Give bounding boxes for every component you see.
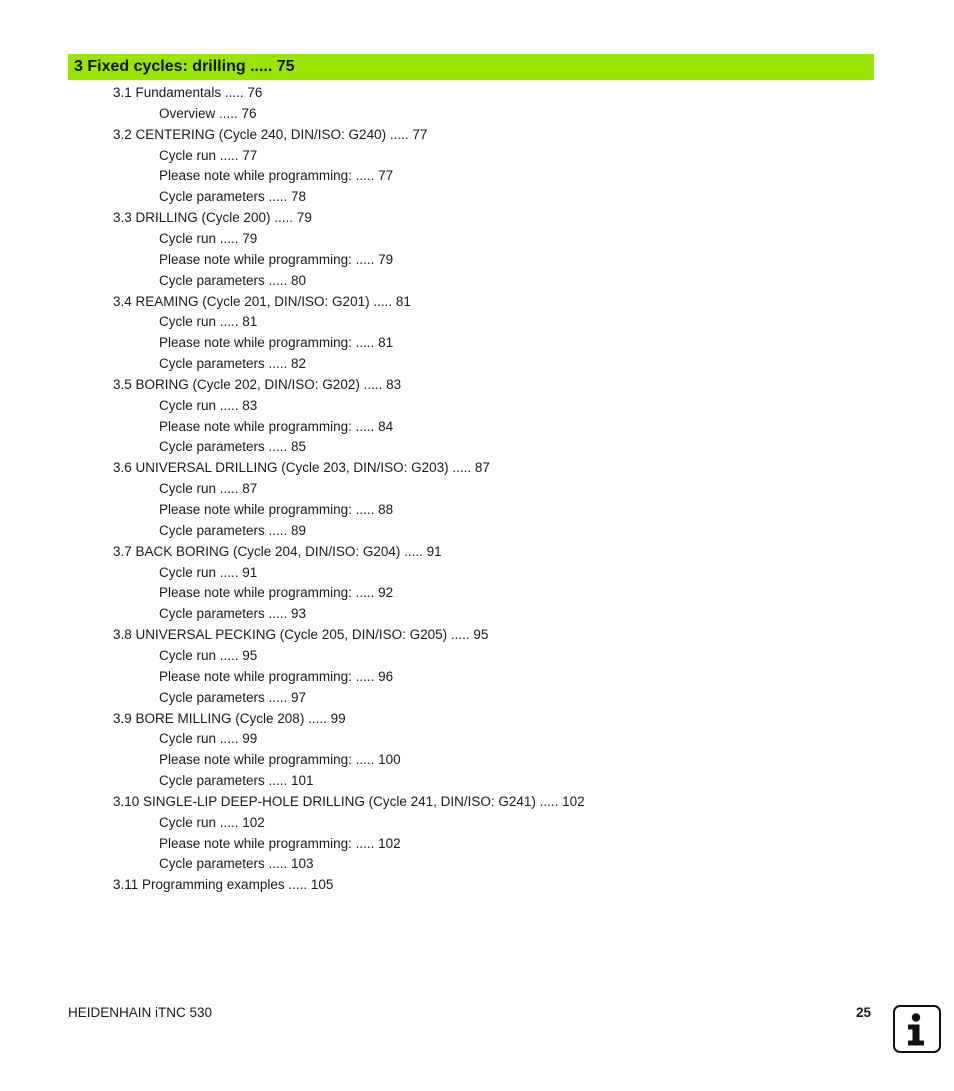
toc-section-entry[interactable]: 3.2 CENTERING (Cycle 240, DIN/ISO: G240) ..... 77 <box>113 126 428 142</box>
toc-section-entry[interactable]: 3.7 BACK BORING (Cycle 204, DIN/ISO: G204) ..... 91 <box>113 543 442 559</box>
toc-subsection-entry[interactable]: Cycle parameters ..... 82 <box>159 356 307 372</box>
toc-section-entry[interactable]: 3.5 BORING (Cycle 202, DIN/ISO: G202) ..... 83 <box>113 376 402 392</box>
toc-subsection-entry[interactable]: Please note while programming: ..... 77 <box>159 168 394 184</box>
toc-subsection-entry[interactable]: Please note while programming: ..... 81 <box>159 335 394 351</box>
toc-section-entry[interactable]: 3.9 BORE MILLING (Cycle 208) ..... 99 <box>113 710 346 726</box>
toc-subsection-entry[interactable]: Overview ..... 76 <box>159 105 257 121</box>
toc-section-entry[interactable]: 3.6 UNIVERSAL DRILLING (Cycle 203, DIN/ISO: G203) ..... 87 <box>113 460 490 476</box>
toc-subsection-entry[interactable]: Cycle parameters ..... 93 <box>159 606 307 622</box>
toc-subsection-entry[interactable]: Please note while programming: ..... 102 <box>159 835 401 851</box>
toc-section-entry[interactable]: 3.11 Programming examples ..... 105 <box>113 877 334 893</box>
page-number: 25 <box>856 1005 872 1020</box>
toc-subsection-entry[interactable]: Please note while programming: ..... 100 <box>159 752 401 768</box>
info-glyph <box>895 1007 938 1050</box>
chapter-header-bar <box>68 54 874 80</box>
toc-subsection-entry[interactable]: Cycle parameters ..... 78 <box>159 189 307 205</box>
toc-subsection-entry[interactable]: Cycle run ..... 83 <box>159 397 258 413</box>
toc-subsection-entry[interactable]: Please note while programming: ..... 84 <box>159 418 394 434</box>
toc-subsection-entry[interactable]: Cycle parameters ..... 89 <box>159 522 307 538</box>
toc-section-entry[interactable]: 3.4 REAMING (Cycle 201, DIN/ISO: G201) ..... 81 <box>113 293 411 309</box>
toc-subsection-entry[interactable]: Cycle run ..... 95 <box>159 647 258 663</box>
info-icon <box>893 1005 941 1053</box>
toc-subsection-entry[interactable]: Cycle parameters ..... 80 <box>159 272 307 288</box>
toc-subsection-entry[interactable]: Cycle parameters ..... 103 <box>159 856 314 872</box>
toc-section-entry[interactable]: 3.10 SINGLE-LIP DEEP-HOLE DRILLING (Cycle 241, DIN/ISO: G241) ..... 102 <box>113 793 585 809</box>
toc-subsection-entry[interactable]: Please note while programming: ..... 88 <box>159 502 394 517</box>
toc-subsection-entry[interactable]: Cycle run ..... 91 <box>159 564 258 580</box>
chapter-title[interactable]: 3 Fixed cycles: drilling ..... 75 <box>74 58 295 75</box>
toc-subsection-entry[interactable]: Cycle run ..... 87 <box>159 481 258 497</box>
toc-subsection-entry[interactable]: Cycle run ..... 79 <box>159 230 258 246</box>
toc-section-entry[interactable]: 3.3 DRILLING (Cycle 200) ..... 79 <box>113 210 312 226</box>
toc-subsection-entry[interactable]: Cycle run ..... 102 <box>159 814 265 830</box>
toc-subsection-entry[interactable]: Cycle run ..... 99 <box>159 731 258 747</box>
toc-section-entry[interactable]: 3.1 Fundamentals ..... 76 <box>113 85 263 100</box>
toc-subsection-entry[interactable]: Please note while programming: ..... 92 <box>159 585 394 601</box>
toc-subsection-entry[interactable]: Cycle parameters ..... 97 <box>159 689 307 705</box>
toc-subsection-entry[interactable]: Please note while programming: ..... 96 <box>159 668 394 684</box>
toc-section-entry[interactable]: 3.8 UNIVERSAL PECKING (Cycle 205, DIN/ISO: G205) ..... 95 <box>113 627 489 643</box>
toc-subsection-entry[interactable]: Cycle run ..... 81 <box>159 314 258 330</box>
toc-subsection-entry[interactable]: Cycle parameters ..... 101 <box>159 773 314 789</box>
toc-subsection-entry[interactable]: Cycle parameters ..... 85 <box>159 439 307 455</box>
toc-subsection-entry[interactable]: Please note while programming: ..... 79 <box>159 251 394 267</box>
footer-publication: HEIDENHAIN iTNC 530 <box>68 1005 213 1020</box>
toc-subsection-entry[interactable]: Cycle run ..... 77 <box>159 147 258 163</box>
